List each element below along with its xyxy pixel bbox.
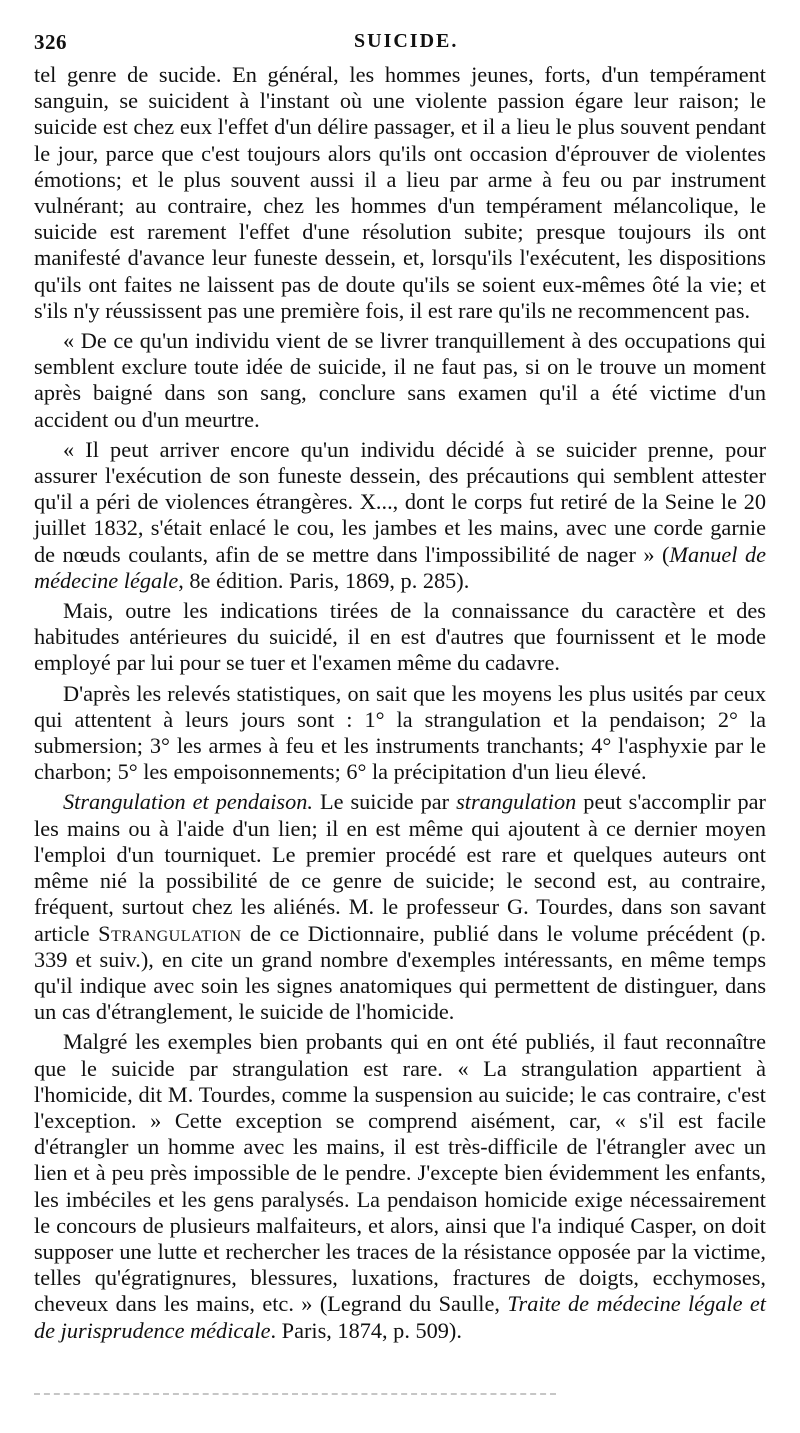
paragraph-7-end: . Paris, 1874, p. 509). xyxy=(270,1317,462,1343)
body-text xyxy=(34,62,766,1348)
paragraph-3-text: « Il peut arriver encore qu'un individu décidé à se suicider prenne, pour assurer l'exécution de son funeste dessein, des précautions qui semblent attester qu'il a péri de violences étrangères. X..., dont le corps fut retiré de la Seine le 20 juillet 1832, s'était enlacé le cou, les jambes et les mains, avec une corde garnie de nœuds coulants, afin de se mettre dans l'impossibilité de nager » ( xyxy=(34,436,766,567)
paragraph-2 xyxy=(34,328,766,433)
paragraph-3-end: , 8e édition. Paris, 1869, p. 285). xyxy=(178,567,470,593)
paragraph-6-part-c: de ce Dictionnaire, publié dans le volume précédent (p. 339 et suiv.), en cite un grand nombre d'exemples intéressants, en même temps qu'il indique avec soin les signes anatomiques qui permettent de distinguer, dans un cas d'étranglement, le suicide de l'homicide. xyxy=(34,920,766,1025)
running-title: SUICIDE. xyxy=(354,30,459,52)
paragraph-1 xyxy=(34,62,766,324)
page-header xyxy=(34,30,766,60)
paragraph-7 xyxy=(34,1029,766,1343)
citation-traite: Traite de médecine légale et de jurisprudence médicale xyxy=(34,1291,767,1343)
article-reference: Strangulation xyxy=(98,920,242,946)
term-strangulation: strangulation xyxy=(456,789,577,815)
paragraph-7-text: Malgré les exemples bien probants qui en ont été publiés, il faut reconnaître que le suicide par strangulation est rare. « La strangulation appartient à l'homicide, dit M. Tourdes, comme la suspension au suicide; le cas contraire, c'est l'exception. » Cette exception se comprend aisément, car, « s'il est facile d'étrangler un homme avec les mains, il est très-difficile de l'étrangler avec un lien et à peu près impossible de le pendre. J'excepte bien évidemment les enfants, les imbéciles et les gens paralysés. La pendaison homicide exige nécessairement le concours de plusieurs malfaiteurs, et alors, ainsi que l'a indiqué Casper, on doit supposer une lutte et rechercher les traces de la résistance opposée par la victime, telles qu'égratignures, blessures, luxations, fractures de doigts, ecchymoses, cheveux dans les mains, etc. » (Legrand du Saulle, xyxy=(34,1029,766,1317)
paragraph-3 xyxy=(34,437,766,594)
paragraph-2-text: « De ce qu'un individu vient de se livrer tranquillement à des occupations qui semblent exclure toute idée de suicide, il ne faut pas, si on le trouve un moment après baigné dans son sang, conclure sans examen qu'il a été victime d'un accident ou d'un meurtre. xyxy=(34,328,766,432)
citation-manuel: Manuel de médecine légale xyxy=(34,541,766,593)
paragraph-6-part-b: peut s'accomplir par les mains ou à l'aide d'un lien; il en est même qui ajoutent à ce dernier moyen l'emploi d'un tourniquet. Le premier procédé est rare et quelques auteurs ont même nié la possibilité de ce genre de suicide; le second est, au contraire, fréquent, surtout chez les aliénés. M. le professeur G. Tourdes, dans son savant article xyxy=(34,789,766,946)
paragraph-1-text: tel genre de sucide. En général, les hommes jeunes, forts, d'un tempérament sanguin, se suicident à l'instant où une violente passion égare leur raison; le suicide est chez eux l'effet d'un délire passager, et il a lieu le plus souvent pendant le jour, parce que c'est toujours alors qu'ils ont occasion d'éprouver de violentes émotions; et le plus souvent aussi il a lieu par arme à feu ou par instrument vulnérant; au contraire, chez les hommes d'un tempérament mélancolique, le suicide est rarement l'effet d'une résolution subite; presque toujours ils ont manifesté d'avance leur funeste dessein, et, lorsqu'ils l'exécutent, les dispositions qu'ils ont faites ne laissent pas de doute qu'ils se soient eux-mêmes ôté la vie; et s'ils n'y réussissent pas une première fois, il est rare qu'ils ne recommencent pas. xyxy=(34,62,766,323)
paragraph-6 xyxy=(34,789,766,1025)
paragraph-6-part-a: Le suicide par xyxy=(312,789,457,815)
section-heading-strangulation: Strangulation et pendaison. xyxy=(63,789,313,815)
paragraph-5 xyxy=(34,681,766,786)
footer-rule xyxy=(34,1393,556,1395)
paragraph-4-text: Mais, outre les indications tirées de la connaissance du caractère et des habitudes antérieures du suicidé, il en est d'autres que fournissent et le mode employé par lui pour se tuer et l'examen même du cadavre. xyxy=(34,598,766,676)
paragraph-4 xyxy=(34,598,766,677)
paragraph-5-text: D'après les relevés statistiques, on sait que les moyens les plus usités par ceux qui attentent à leurs jours sont : 1° la strangulation et la pendaison; 2° la submersion; 3° les armes à feu et les instruments tranchants; 4° l'asphyxie par le charbon; 5° les empoisonnements; 6° la précipitation d'un lieu élevé. xyxy=(34,680,766,785)
page-number: 326 xyxy=(34,30,67,54)
